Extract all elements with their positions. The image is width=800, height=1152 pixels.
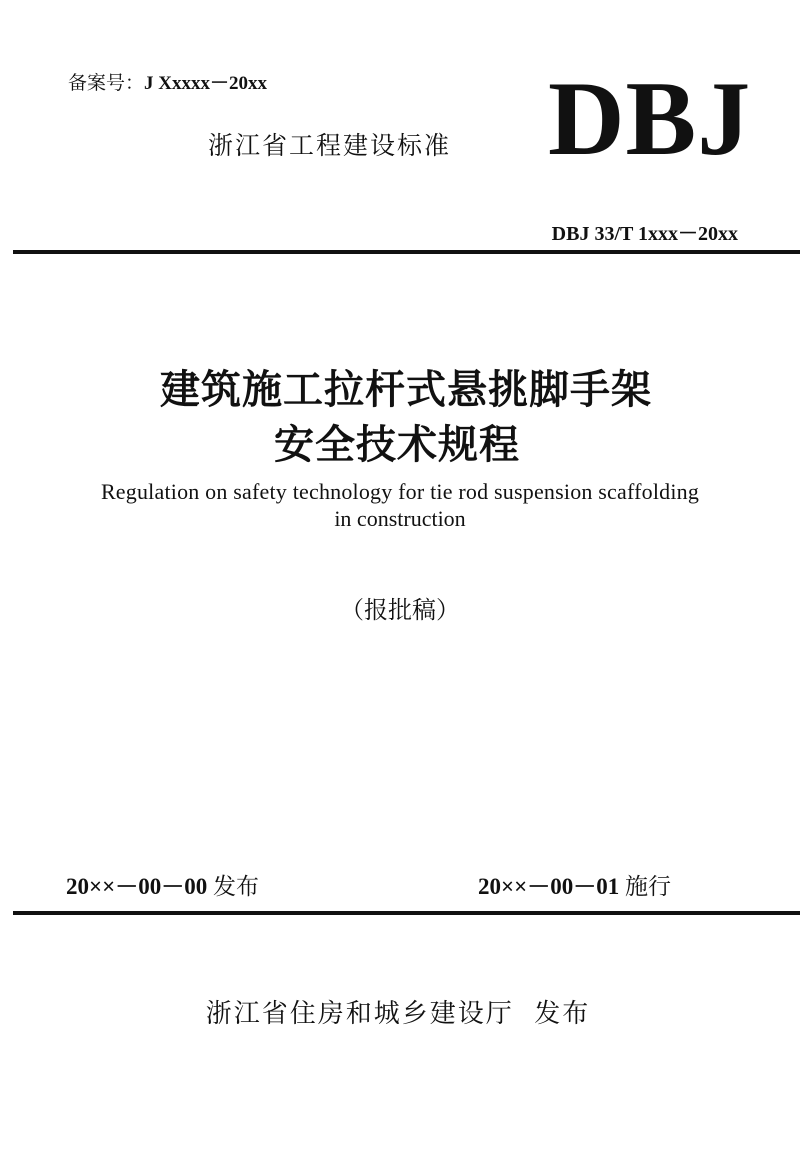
record-number-label: 备案号： [68, 72, 145, 94]
standard-category: 浙江省工程建设标准 [208, 131, 452, 160]
bottom-divider [13, 911, 800, 915]
title-english-line-2: in construction [334, 506, 466, 531]
record-number [68, 68, 267, 95]
implementation-date-value: 20××－00－01 [478, 874, 620, 899]
record-number-value: J Xxxxx－20xx [144, 73, 267, 94]
standard-code: DBJ 33/T 1xxx－20xx [551, 223, 738, 245]
issue-date [66, 868, 259, 901]
title-english-line-1: Regulation on safety technology for tie rod suspension scaffolding [100, 479, 700, 504]
title-chinese-line-1: 建筑施工拉杆式悬挑脚手架 [160, 367, 652, 412]
title-chinese-line-2: 安全技术规程 [274, 422, 520, 467]
draft-status: （报批稿） [340, 596, 460, 624]
dbj-logo: DBJ [548, 60, 752, 177]
issue-date-label: 发布 [212, 874, 259, 900]
implementation-date-label: 施行 [624, 874, 671, 900]
publisher: 浙江省住房和城乡建设厅 发布 [205, 999, 591, 1029]
issue-date-value: 20××－00－00 [66, 874, 208, 899]
implementation-date [478, 868, 671, 901]
top-divider [13, 250, 800, 254]
